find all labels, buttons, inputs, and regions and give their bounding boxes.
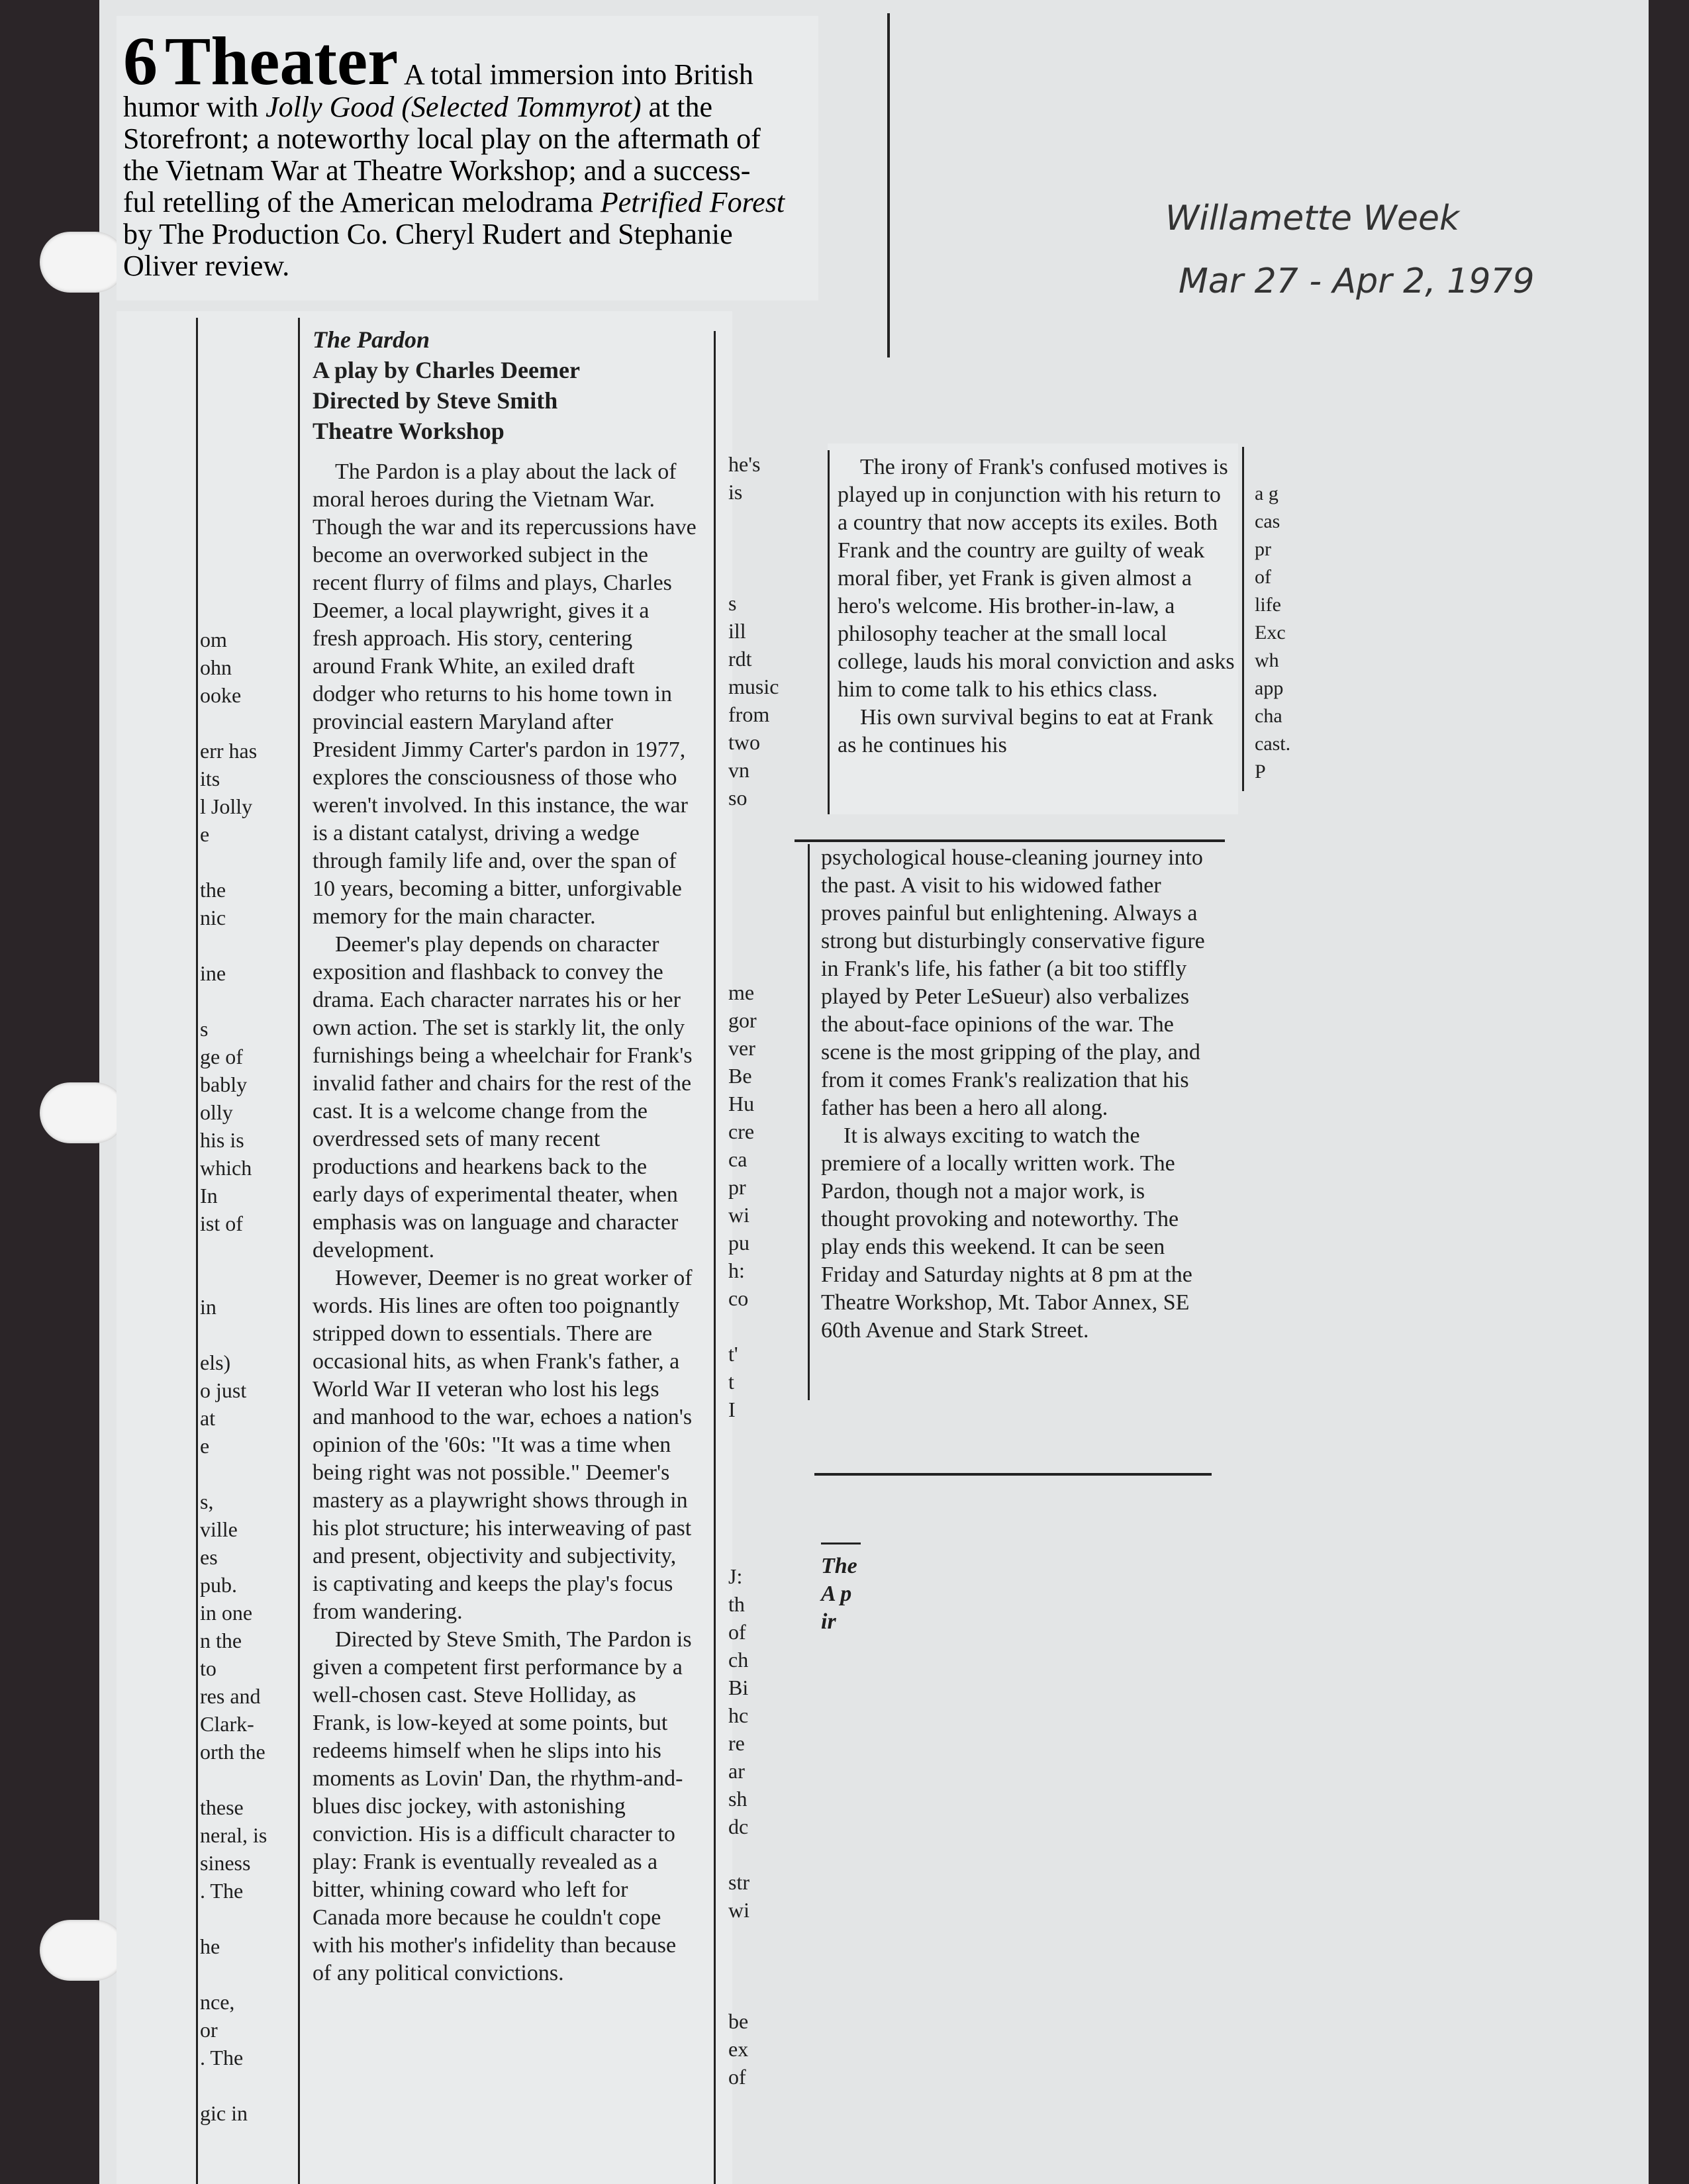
fragment-text: n the [200, 1629, 242, 1652]
review-byline-director: Directed by Steve Smith [313, 387, 558, 414]
col3-bottom-rule [814, 1473, 1212, 1476]
fragment-text [200, 2071, 296, 2099]
fragment-text [200, 987, 296, 1015]
fragment-text: olly [200, 1100, 233, 1124]
fragment-text: wi [728, 1898, 749, 1922]
fragment-text: me [728, 980, 755, 1004]
fragment-text: ist of [200, 1211, 243, 1235]
fragment-text: be [728, 2009, 749, 2033]
fragment-text [200, 1460, 296, 1488]
intro-line-1: A total immersion into British [403, 58, 753, 91]
fragment-text: nic [200, 906, 226, 929]
fragment-text: str [728, 1870, 749, 1894]
section-number: 6 [123, 23, 158, 99]
fragment-text: of [728, 1620, 746, 1644]
lower-fragment-rule [821, 1543, 861, 1544]
fragment-text: is [728, 480, 743, 504]
fragment-text: from [728, 702, 770, 726]
fragment-text: o just [200, 1378, 247, 1402]
fragment-text: P [1255, 761, 1266, 783]
fragment-text: pu [728, 1231, 749, 1255]
fragment-text [728, 923, 795, 951]
fragment-text: ch [728, 1648, 749, 1672]
fragment-text [728, 1979, 795, 2007]
fragment-text: Exc [1255, 622, 1286, 643]
fragment-text: The [821, 1554, 857, 1578]
fragment-text: ar [728, 1759, 745, 1783]
fragment-text: s, [200, 1490, 214, 1513]
fragment-text: at [200, 1406, 216, 1430]
col2-right-rule [1242, 447, 1244, 791]
fragment-text [200, 709, 296, 737]
fragment-text: Be [728, 1064, 752, 1088]
fragment-text: of [1255, 566, 1271, 588]
fragment-text: ver [728, 1036, 755, 1060]
intro-line-7: Oliver review. [123, 250, 290, 282]
fragment-text: res and [200, 1684, 261, 1708]
fragment-text [728, 534, 795, 561]
intro-line-3: Storefront; a noteworthy local play on the aftermath of [123, 122, 761, 155]
fragment-text: . The [200, 1879, 244, 1903]
fragment-text: sh [728, 1787, 748, 1811]
fragment-text: pr [1255, 538, 1271, 560]
fragment-text: gor [728, 1008, 757, 1032]
fragment-text: th [728, 1592, 745, 1616]
fragment-text [728, 561, 795, 589]
fragment-text: neral, is [200, 1823, 267, 1847]
fragment-text: he [200, 1934, 220, 1958]
fragment-text: re [728, 1731, 745, 1755]
fragment-text: nce, [200, 1990, 235, 2014]
left-fragment-column [200, 626, 296, 2127]
intro-line-4: the Vietnam War at Theatre Workshop; and a success- [123, 154, 751, 187]
fragment-text: ex [728, 2037, 749, 2061]
fragment-text: Clark- [200, 1712, 254, 1736]
fragment-text: hc [728, 1703, 749, 1727]
fragment-text: wi [728, 1203, 749, 1227]
fragment-text: t [728, 1370, 734, 1394]
binder-hole-bottom [40, 1920, 126, 1981]
fragment-text: els) [200, 1351, 231, 1374]
fragment-text [728, 951, 795, 978]
review-col3-paragraph-2: It is always exciting to watch the premiere of a locally written work. The Pardon, though not a major work, is thought provoking and noteworthy. The play ends this weekend. It can be seen Friday and Saturday nights at 8 pm at the Theatre Workshop, Mt. Tabor Annex, SE 60th Avenue and Stark Street. [821, 1123, 1192, 1343]
mid-column-rule [714, 331, 716, 2184]
fragment-text [728, 839, 795, 867]
fragment-text: rdt [728, 647, 752, 671]
review-paragraph-2: Deemer's play depends on character exposition and flashback to convey the drama. Each character narrates his or her own action. The set is starkly lit, the only furnishings being a wheelchair for Frank's invalid father and chairs for the rest of the cast. It is a welcome change from the overdressed sets of many recent productions and hearkens back to the early days of experimental theater, when emphasis was on language and character development. [313, 932, 693, 1262]
fragment-text [200, 1321, 296, 1349]
fragment-text: in [200, 1295, 217, 1319]
fragment-text [728, 1535, 795, 1562]
fragment-text: so [728, 786, 748, 810]
review-column-3 [821, 844, 1218, 1345]
fragment-text: two [728, 730, 760, 754]
mid-fragment-column [728, 450, 795, 2091]
fragment-text: these [200, 1795, 244, 1819]
fragment-text [728, 867, 795, 895]
fragment-text: es [200, 1545, 218, 1569]
review-byline-venue: Theatre Workshop [313, 418, 505, 444]
col3-top-rule [795, 839, 1225, 842]
fragment-text: ooke [200, 683, 242, 707]
right-fragment-column [1255, 480, 1308, 786]
fragment-text: gic in [200, 2101, 248, 2125]
fragment-text [200, 1905, 296, 1932]
handwritten-date: Mar 27 - Apr 2, 1979 [1179, 261, 1535, 301]
fragment-text [200, 1766, 296, 1793]
fragment-text: its [200, 767, 220, 790]
fragment-text: cast. [1255, 733, 1291, 755]
section-title: Theater [165, 23, 399, 99]
fragment-text: a g [1255, 483, 1279, 504]
fragment-text [200, 931, 296, 959]
review-col3-paragraph-1: psychological house-cleaning journey into the past. A visit to his widowed father proves painful but enlightening. Always a strong but disturbingly conservative figure in Frank's life, his father (a bit too stiffly played by Peter LeSueur) also verbalizes the about-face opinions of the war. The scene is the most gripping of the play, and from it comes Frank's realization that his father has been a hero all along. [821, 845, 1205, 1120]
fragment-text: ir [821, 1609, 836, 1634]
main-column-rule [298, 318, 300, 2184]
fragment-text: he's [728, 452, 761, 476]
review-byline-playwright: A play by Charles Deemer [313, 357, 580, 383]
fragment-text [728, 812, 795, 839]
review-paragraph-4: Directed by Steve Smith, The Pardon is given a competent first performance by a well-chosen cast. Steve Holliday, as Frank, is low-keyed at some points, but redeems himself when he slips into his moments as Lovin' Dan, the rhythm-and-blues disc jockey, with astonishing conviction. His is a difficult character to play: Frank is eventually revealed as a bitter, whining coward who left for Canada more because he couldn't cope with his mother's infidelity than because of any political convictions. [313, 1627, 692, 1985]
review-paragraph-1: The Pardon is a play about the lack of moral heroes during the Vietnam War. Though the war and its repercussions have become an overworked subject in the recent flurry of films and plays, Charles Deemer, a local playwright, gives it a fresh approach. His story, centering around Frank White, an exiled draft dodger who returns to his home town in provincial eastern Maryland after President Jimmy Carter's pardon in 1977, explores the consciousness of those who weren't involved. In this instance, the war is a distant catalyst, driving a wedge through family life and, over the span of 10 years, becoming a bitter, unforgivable memory for the main character. [313, 459, 697, 929]
fragment-text: bably [200, 1072, 248, 1096]
fragment-text: ville [200, 1517, 238, 1541]
intro-petrified-forest: Petrified Forest [600, 186, 785, 218]
fragment-text: e [200, 822, 210, 846]
fragment-text: cre [728, 1119, 755, 1143]
fragment-text: cha [1255, 705, 1282, 727]
fragment-text [728, 1312, 795, 1340]
fragment-text [728, 1423, 795, 1451]
fragment-text: co [728, 1286, 749, 1310]
section-header [123, 23, 825, 282]
review-column-2 [838, 453, 1235, 759]
fragment-text: Hu [728, 1092, 755, 1116]
fragment-text: l Jolly [200, 794, 253, 818]
fragment-text: In [200, 1184, 218, 1208]
fragment-text: t' [728, 1342, 738, 1366]
fragment-text: J: [728, 1564, 743, 1588]
fragment-text: err has [200, 739, 258, 763]
fragment-text [200, 848, 296, 876]
fragment-text: life [1255, 594, 1281, 616]
fragment-text: ca [728, 1147, 748, 1171]
left-column-rule [196, 318, 198, 2184]
fragment-text [728, 895, 795, 923]
binder-hole-top [40, 232, 126, 293]
lower-fragment [821, 1552, 900, 1636]
review-column-1 [313, 324, 697, 1987]
fragment-text: s [728, 591, 737, 615]
fragment-text [200, 1265, 296, 1293]
fragment-text: music [728, 675, 779, 698]
fragment-text [728, 1479, 795, 1507]
intro-line-6: by The Production Co. Cheryl Rudert and Stephanie [123, 218, 733, 250]
fragment-text: . The [200, 2046, 244, 2069]
col3-left-rule [808, 844, 810, 1400]
fragment-text: ine [200, 961, 226, 985]
fragment-text: siness [200, 1851, 251, 1875]
fragment-text [200, 1237, 296, 1265]
fragment-text: the [200, 878, 226, 902]
review-title: The Pardon [313, 326, 430, 353]
fragment-text: which [200, 1156, 252, 1180]
fragment-text [728, 1840, 795, 1868]
fragment-text: om [200, 628, 227, 651]
header-divider [887, 13, 890, 357]
intro-line-5a: ful retelling of the American melodrama [123, 186, 601, 218]
fragment-text: I [728, 1398, 736, 1421]
fragment-text: orth the [200, 1740, 265, 1764]
fragment-text: ohn [200, 655, 232, 679]
fragment-text: e [200, 1434, 210, 1458]
fragment-text: ill [728, 619, 746, 643]
intro-line-2a: humor with [123, 91, 266, 123]
fragment-text [728, 1924, 795, 1952]
intro-jolly-good: Jolly Good (Selected Tommyrot) [265, 91, 642, 123]
binder-hole-middle [40, 1082, 126, 1143]
fragment-text: app [1255, 677, 1284, 699]
fragment-text: h: [728, 1258, 745, 1282]
fragment-text [728, 1507, 795, 1535]
fragment-text: dc [728, 1815, 749, 1838]
fragment-text: Bi [728, 1676, 749, 1699]
fragment-text [200, 1960, 296, 1988]
fragment-text: pr [728, 1175, 746, 1199]
fragment-text: cas [1255, 510, 1280, 532]
intro-line-2c: at the [641, 91, 713, 123]
fragment-text: A p [821, 1582, 852, 1606]
fragment-text [728, 506, 795, 534]
fragment-text: in one [200, 1601, 253, 1625]
fragment-text: or [200, 2018, 218, 2042]
fragment-text: his is [200, 1128, 244, 1152]
review-col2-paragraph-2: His own survival begins to eat at Frank as he continues his [838, 705, 1214, 757]
fragment-text: pub. [200, 1573, 237, 1597]
review-col2-paragraph-1: The irony of Frank's confused motives is played up in conjunction with his return to a country that now accepts its exiles. Both Frank and the country are guilty of weak moral fiber, yet Frank is given almost a hero's welcome. His brother-in-law, a philosophy teacher at the small local college, lauds his moral conviction and asks him to come talk to his ethics class. [838, 455, 1235, 702]
col2-left-rule [828, 450, 830, 814]
fragment-text: to [200, 1656, 217, 1680]
fragment-text: vn [728, 758, 749, 782]
handwritten-source: Willamette Week [1165, 199, 1460, 238]
fragment-text: of [728, 2065, 746, 2089]
fragment-text [728, 1451, 795, 1479]
fragment-text: s [200, 1017, 209, 1041]
fragment-text: ge of [200, 1045, 243, 1068]
fragment-text [728, 1952, 795, 1979]
review-paragraph-3: However, Deemer is no great worker of words. His lines are often too poignantly stripped down to essentials. There are occasional hits, as when Frank's father, a World War II veteran who lost his legs and manhood to the war, echoes a nation's opinion of the '60s: "It was a time when being right was not possible." Deemer's mastery as a playwright shows through in his plot structure; his interweaving of past and present, objectivity and subjectivity, is captivating and keeps the play's focus from wandering. [313, 1266, 693, 1624]
fragment-text: wh [1255, 649, 1279, 671]
